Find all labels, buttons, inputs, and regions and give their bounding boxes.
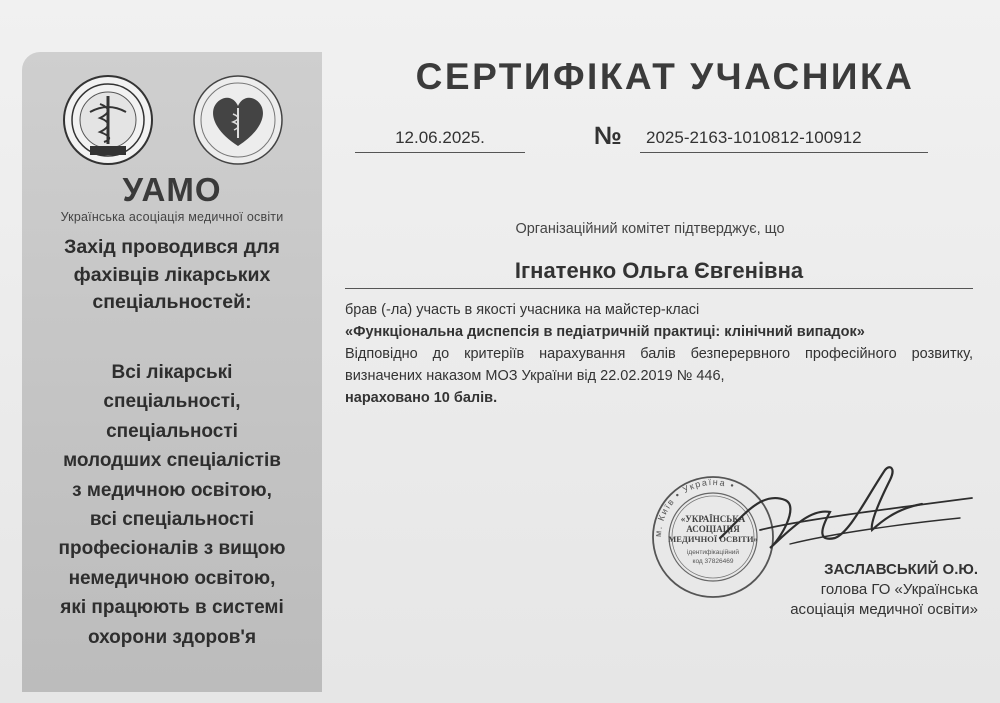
certificate-number: 2025-2163-1010812-100912 xyxy=(640,128,928,153)
sidebar-logos xyxy=(60,72,290,172)
sidebar-heading-line: Захід проводився для xyxy=(64,236,280,258)
sidebar-specialty-line: спеціальності xyxy=(106,420,238,442)
brand-name: УАМО xyxy=(122,171,222,208)
heart-emblem-icon xyxy=(190,72,286,168)
sidebar-specialty-line: немедичною освітою, xyxy=(68,567,276,589)
criteria-text: Відповідно до критеріїв нарахування балів безперервного професійного розвитку, визначених наказом МОЗ України від 22.02.2019 № 446, xyxy=(345,346,973,384)
sidebar-specialty-line: професіоналів з вищою xyxy=(58,538,286,560)
certificate-title: СЕРТИФІКАТ УЧАСНИКА xyxy=(415,56,915,97)
sidebar-heading-line: фахівців лікарських xyxy=(73,263,271,286)
brand-block xyxy=(22,172,322,224)
signatory-position: голова ГО «Українська xyxy=(820,581,978,598)
signatory-position: асоціація медичної освіти» xyxy=(790,601,978,618)
recipient-name: Ігнатенко Ольга Євгенівна xyxy=(345,258,973,289)
sidebar-specialty-line: Всі лікарські xyxy=(111,362,233,383)
stamp-ident-code: код 37826469 xyxy=(692,558,734,565)
sidebar-specialty-line: охорони здоров'я xyxy=(87,626,257,648)
brand-subtitle: Українська асоціація медичної освіти xyxy=(60,210,284,224)
sidebar-heading xyxy=(22,234,322,317)
participation-text: брав (-ла) участь в якості учасника на майстер-класі xyxy=(345,302,700,318)
sidebar-specialty-line: молодших спеціалістів xyxy=(63,450,281,472)
points-awarded: нараховано 10 балів. xyxy=(345,390,498,406)
sidebar-heading-line: спеціальностей: xyxy=(92,291,252,313)
sidebar-specialty-line: спеціальності, xyxy=(103,391,241,413)
sidebar-specialty-line: з медичною освітою, xyxy=(72,479,272,501)
sidebar-specialties xyxy=(22,358,322,652)
number-sign: № xyxy=(594,122,622,150)
course-title: «Функціональна диспепсія в педіатричній практиці: клінічний випадок» xyxy=(345,324,865,340)
stamp-line: «УКРАЇНСЬКА xyxy=(680,514,746,524)
stamp-ident-label: ідентифікаційний xyxy=(686,549,740,556)
issue-date: 12.06.2025. xyxy=(355,128,525,153)
sidebar-specialty-line: які працюють в системі xyxy=(60,597,284,619)
confirm-text: Організаційний комітет підтверджує, що xyxy=(515,221,785,237)
signature-block xyxy=(718,560,978,620)
stamp-line: АСОЦІАЦІЯ xyxy=(686,524,740,534)
signatory-name: ЗАСЛАВСЬКИЙ О.Ю. xyxy=(824,561,978,578)
sidebar-specialty-line: всі спеціальності xyxy=(89,509,255,531)
handwritten-signature xyxy=(700,460,980,570)
stamp-line: МЕДИЧНОЇ ОСВІТИ» xyxy=(668,534,758,544)
stamp-ring-text: м. Київ • Україна • xyxy=(652,476,737,538)
university-emblem-icon xyxy=(60,72,156,168)
certificate-body xyxy=(345,299,973,409)
